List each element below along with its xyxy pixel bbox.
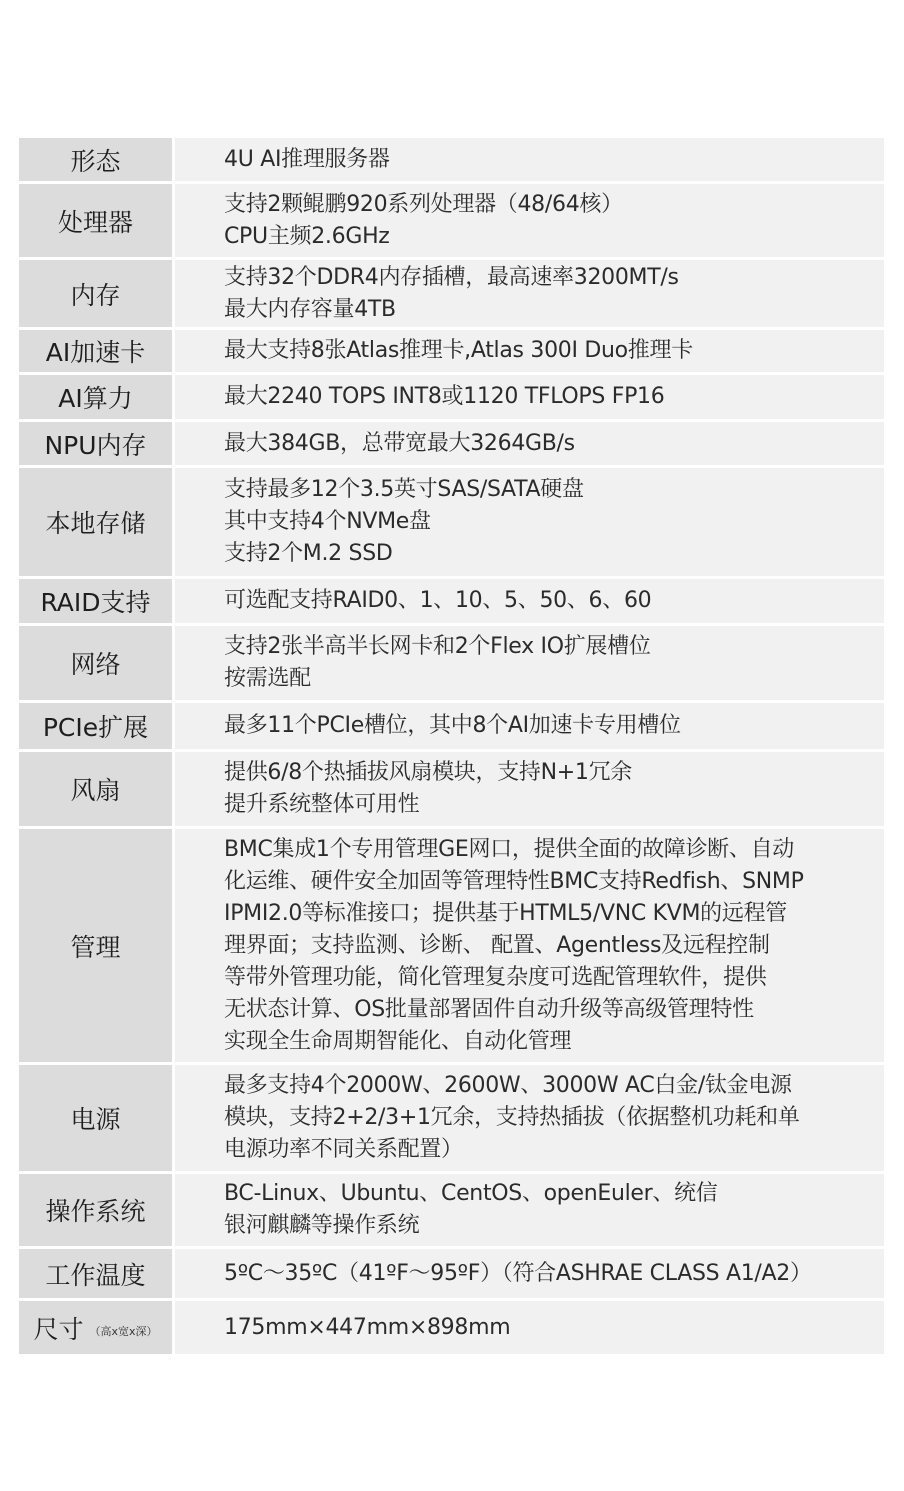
spec-line: 5ºC～35ºC（41ºF～95ºF）（符合ASHRAE CLASS A1/A2）: [224, 1260, 812, 1286]
spec-value: [172, 330, 884, 372]
spec-label: 电源: [19, 1065, 172, 1171]
spec-line: BMC集成1个专用管理GE网口，提供全面的故障诊断、自动: [224, 836, 794, 862]
spec-row-raid: [19, 579, 884, 626]
spec-value: [172, 752, 884, 826]
spec-sublabel: （高x宽x深）: [89, 1324, 158, 1338]
spec-value: [172, 375, 884, 419]
spec-label: 内存: [19, 260, 172, 327]
spec-line: 提升系统整体可用性: [224, 792, 420, 817]
spec-label: 工作温度: [19, 1249, 172, 1298]
spec-line: 等带外管理功能，简化管理复杂度可选配管理软件，提供: [224, 964, 767, 990]
spec-line: 按需选配: [224, 666, 311, 691]
spec-line: BC-Linux、Ubuntu、CentOS、openEuler、统信: [224, 1181, 718, 1206]
spec-label: PCIe扩展: [19, 703, 172, 749]
spec-line: 支持2张半高半长网卡和2个Flex IO扩展槽位: [224, 634, 651, 659]
spec-line: CPU主频2.6GHz: [224, 223, 390, 249]
spec-label-text: 尺寸: [33, 1314, 84, 1344]
spec-line: 支持2个M.2 SSD: [224, 541, 393, 566]
spec-label: 本地存储: [19, 468, 172, 576]
spec-label: 形态: [19, 138, 172, 181]
spec-row-processor: [19, 184, 884, 260]
spec-line: 最大支持8张Atlas推理卡,Atlas 300I Duo推理卡: [224, 338, 693, 363]
spec-label: 管理: [19, 829, 172, 1062]
spec-row-local-storage: [19, 468, 884, 579]
spec-row-os: [19, 1174, 884, 1249]
spec-line: 支持2颗鲲鹏920系列处理器（48/64核）: [224, 191, 623, 217]
spec-line: 最大2240 TOPS INT8或1120 TFLOPS FP16: [224, 384, 665, 409]
spec-value: [172, 260, 884, 327]
spec-line: 化运维、硬件安全加固等管理特性BMC支持Redfish、SNMP: [224, 868, 804, 894]
spec-line: 可选配支持RAID0、1、10、5、50、6、60: [224, 588, 652, 613]
spec-line: 实现全生命周期智能化、自动化管理: [224, 1028, 572, 1054]
spec-value: [172, 422, 884, 465]
spec-line: 其中支持4个NVMe盘: [224, 509, 431, 534]
spec-line: 电源功率不同关系配置）: [224, 1137, 463, 1162]
spec-value: [172, 1301, 884, 1354]
spec-value: [172, 626, 884, 700]
spec-row-power: [19, 1065, 884, 1174]
spec-value: [172, 138, 884, 181]
spec-line: 175mm×447mm×898mm: [224, 1314, 511, 1340]
spec-row-operating-temp: [19, 1249, 884, 1301]
spec-line: 最大384GB，总带宽最大3264GB/s: [224, 430, 575, 456]
spec-row-fans: [19, 752, 884, 829]
spec-value: [172, 579, 884, 623]
spec-label: NPU内存: [19, 422, 172, 465]
spec-line: 提供6/8个热插拔风扇模块，支持N+1冗余: [224, 760, 632, 785]
spec-line: 无状态计算、OS批量部署固件自动升级等高级管理特性: [224, 996, 754, 1022]
spec-row-pcie: [19, 703, 884, 752]
spec-row-npu-memory: [19, 422, 884, 468]
spec-label: 操作系统: [19, 1174, 172, 1246]
spec-row-form-factor: [19, 138, 884, 184]
spec-row-network: [19, 626, 884, 703]
spec-label: [19, 1301, 172, 1354]
spec-line: 最大内存容量4TB: [224, 296, 396, 322]
spec-line: 理界面；支持监测、诊断、 配置、Agentless及远程控制: [224, 932, 770, 958]
spec-line: 模块，支持2+2/3+1冗余，支持热插拔（依据整机功耗和单: [224, 1105, 800, 1130]
spec-line: 支持最多12个3.5英寸SAS/SATA硬盘: [224, 477, 584, 502]
spec-label: AI加速卡: [19, 330, 172, 372]
spec-line: 最多支持4个2000W、2600W、3000W AC白金/钛金电源: [224, 1073, 792, 1098]
spec-value: [172, 1249, 884, 1298]
spec-label: AI算力: [19, 375, 172, 419]
spec-label: 处理器: [19, 184, 172, 257]
spec-value: [172, 468, 884, 576]
spec-row-dimensions: [19, 1301, 884, 1354]
spec-table: [19, 138, 884, 1354]
spec-row-management: [19, 829, 884, 1065]
spec-line: 支持32个DDR4内存插槽，最高速率3200MT/s: [224, 264, 679, 290]
spec-row-memory: [19, 260, 884, 330]
spec-value: [172, 1065, 884, 1171]
spec-line: 最多11个PCIe槽位，其中8个AI加速卡专用槽位: [224, 713, 681, 738]
spec-value: [172, 184, 884, 257]
spec-label: 网络: [19, 626, 172, 700]
spec-label: 风扇: [19, 752, 172, 826]
spec-row-ai-accelerator: [19, 330, 884, 375]
spec-value: [172, 703, 884, 749]
spec-value: [172, 829, 884, 1062]
spec-line: 4U AI推理服务器: [224, 146, 390, 172]
spec-label: RAID支持: [19, 579, 172, 623]
spec-line: IPMI2.0等标准接口；提供基于HTML5/VNC KVM的远程管: [224, 900, 787, 926]
spec-value: [172, 1174, 884, 1246]
spec-line: 银河麒麟等操作系统: [224, 1213, 420, 1238]
spec-row-ai-compute: [19, 375, 884, 422]
